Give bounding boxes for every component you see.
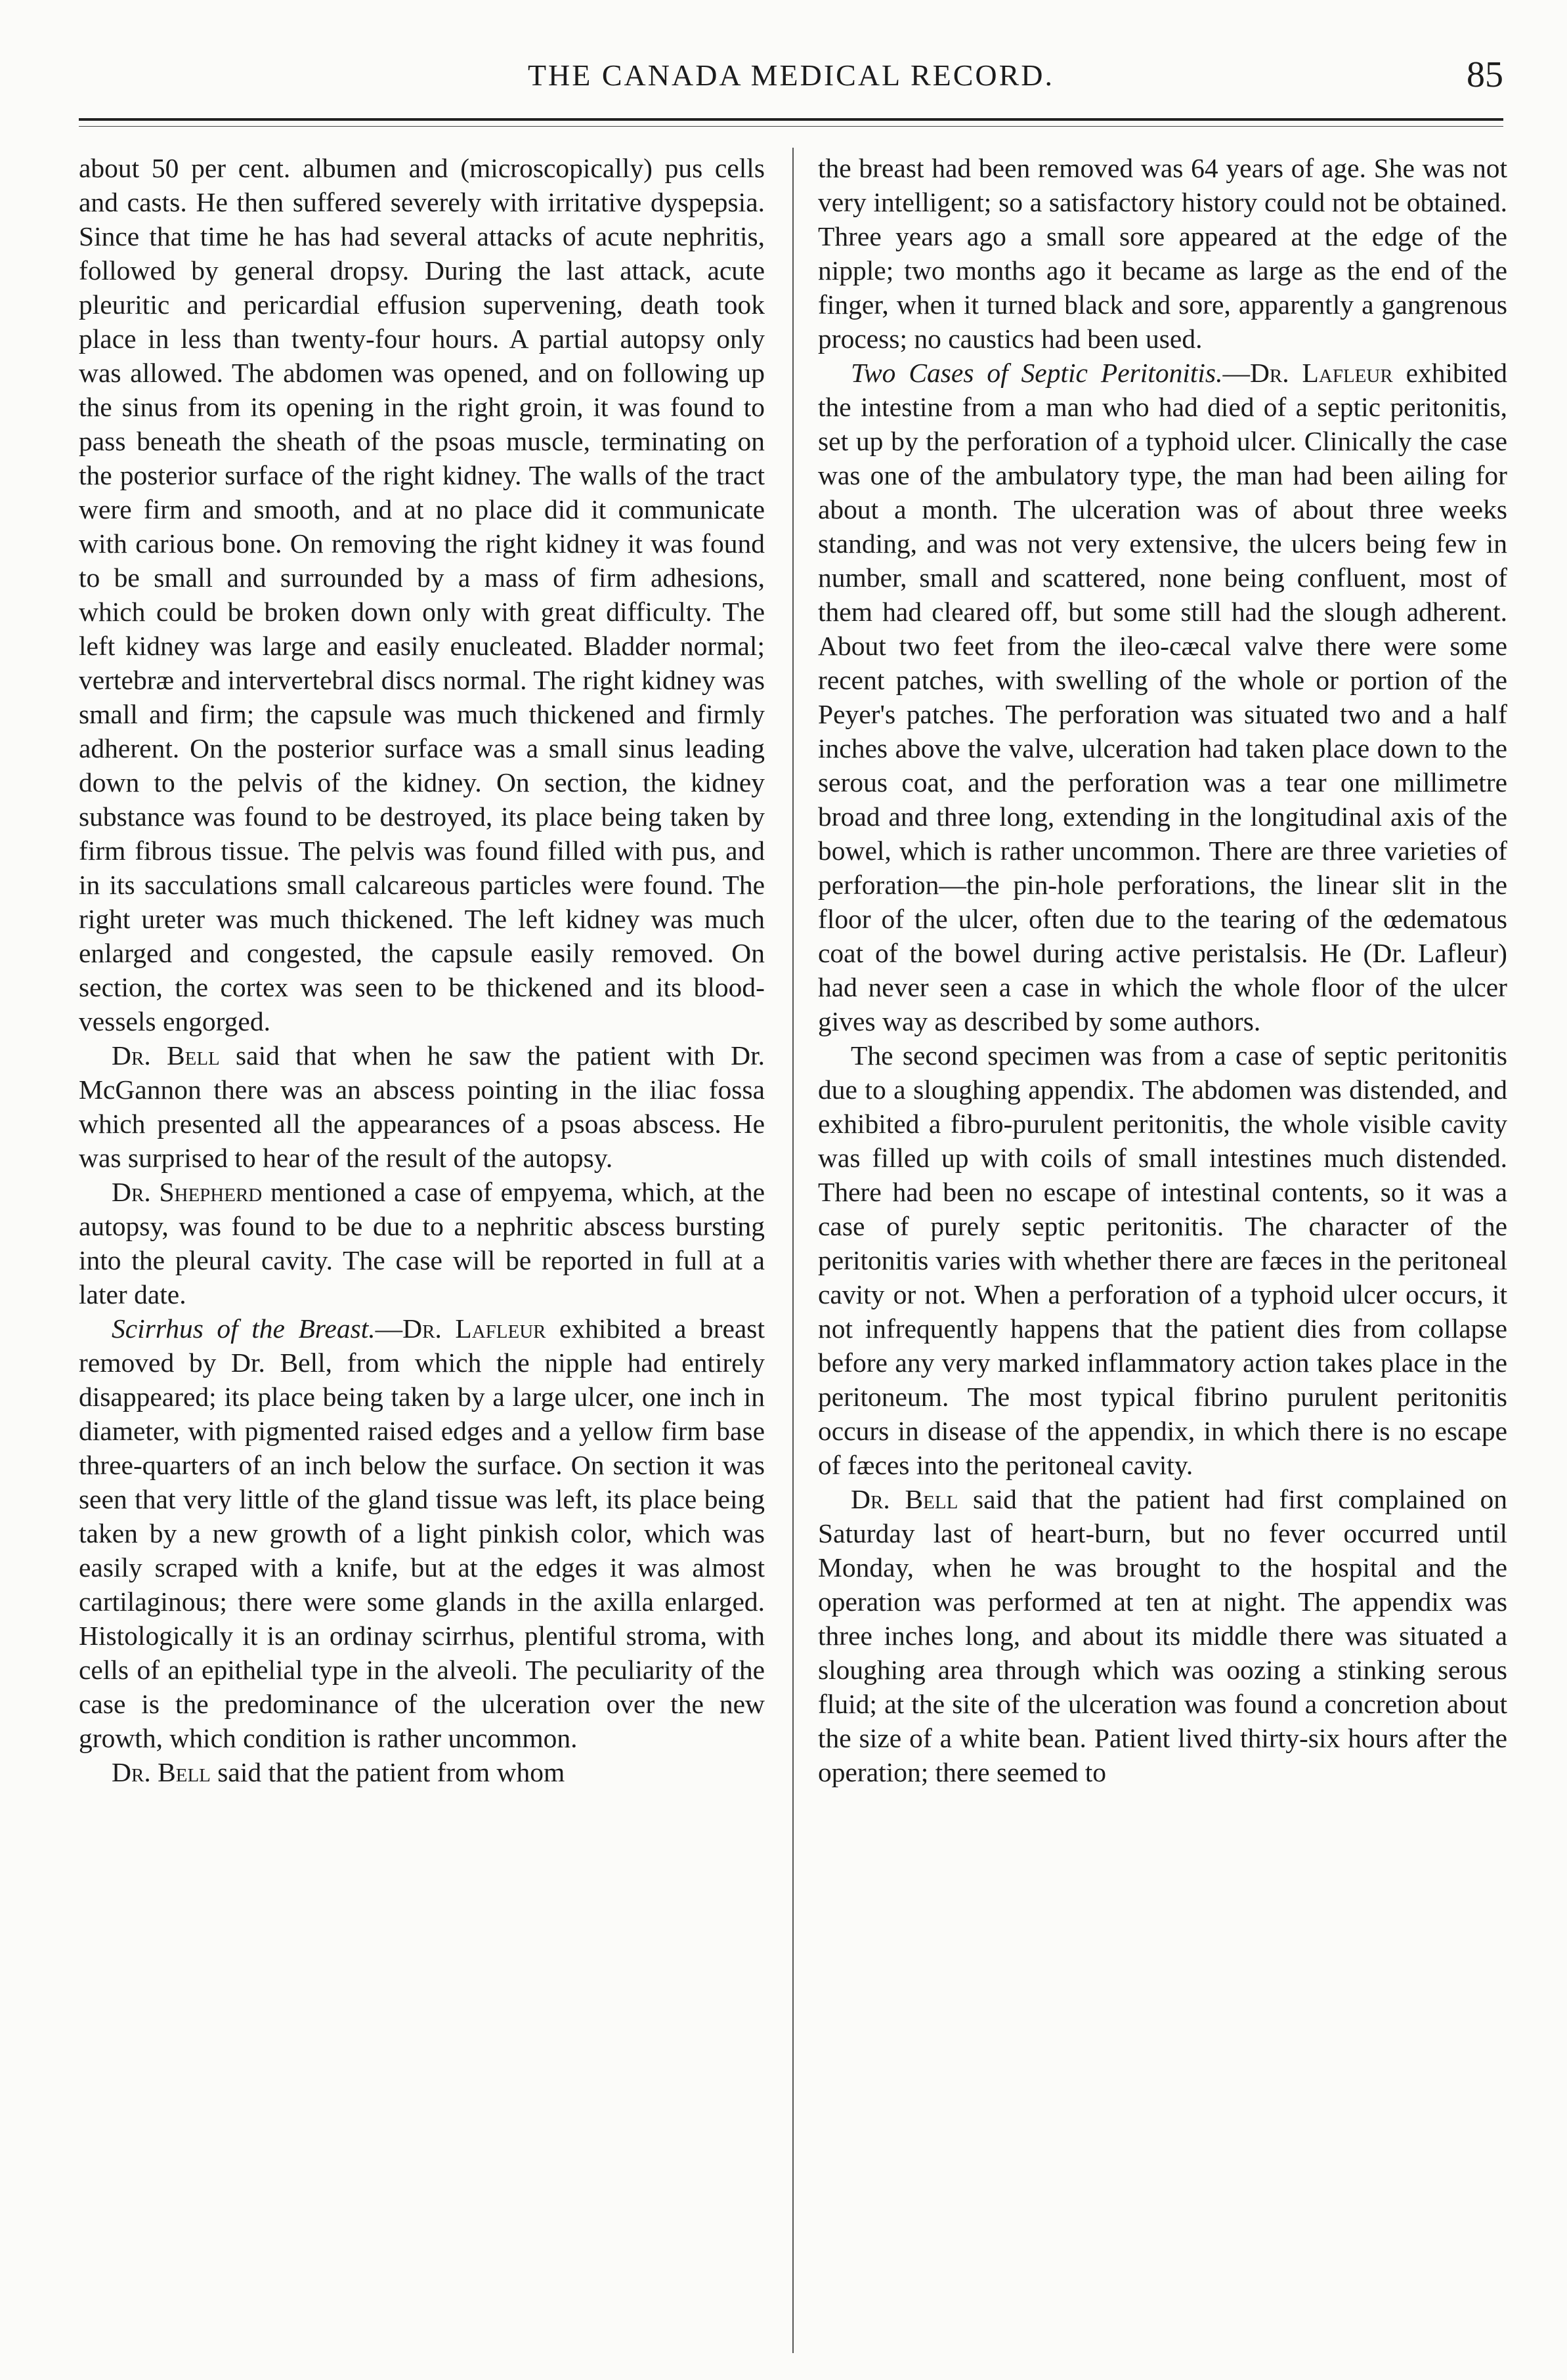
- paragraph: the breast had been removed was 64 years of age. She was not very intelligent; so a satisfactory history could not be obtained. Three years ago a small sore appeared at the edge of the nipple; two months ago it became as large as the end of the finger, when it turned black and sore, apparently a gangrenous process; no caustics had been used.: [818, 153, 1507, 354]
- running-title: THE CANADA MEDICAL RECORD.: [527, 58, 1055, 92]
- speaker-name: Dr. Bell: [851, 1484, 958, 1514]
- left-column: [79, 151, 765, 1789]
- paragraph-text: mentioned a case of empyema, which, at the autopsy, was found to be due to a nephritic abscess bursting into the pleural cavity. The case will be reported in full at a later date.: [79, 1177, 765, 1309]
- paragraph: [79, 1311, 765, 1755]
- speaker-name: Dr. Lafleur: [1249, 358, 1393, 388]
- speaker-name: Dr. Bell: [112, 1757, 211, 1787]
- paragraph: [818, 1482, 1507, 1789]
- dash: —: [1222, 358, 1250, 388]
- paragraph-text: said that when he saw the patient with Dr. McGannon there was an abscess pointing in the iliac fossa which presented all the appearances of a psoas abscess. He was surprised to hear of the result of the autopsy.: [79, 1040, 765, 1173]
- speaker-name: Dr. Lafleur: [402, 1313, 546, 1344]
- page-header: [79, 54, 1503, 110]
- page-number: 85: [1467, 54, 1503, 95]
- paragraph-text: said that the patient from whom: [210, 1757, 565, 1787]
- paragraph: [79, 1755, 765, 1789]
- dash: —: [375, 1313, 403, 1344]
- speaker-name: Dr. Bell: [112, 1040, 220, 1071]
- header-rule: [79, 118, 1503, 121]
- paragraph: The second specimen was from a case of septic peritonitis due to a sloughing appendix. The abdomen was distended, and exhibited a fibro-purulent peritonitis, the whole visible cavity was filled up with coils of small intestines much distended. There had been no escape of intestinal contents, so it was a case of purely septic peritonitis. The character of the peritonitis varies with whether there are fæces in the peritoneal cavity or not. When a perforation of a typhoid ulcer occurs, it not infrequently happens that the patient dies from collapse before any very marked inflammatory action takes place in the peritoneum. The most typical fibrino purulent peritonitis occurs in disease of the appendix, in which there is no escape of fæces into the peritoneal cavity.: [818, 1040, 1507, 1480]
- speaker-name: Dr. Shepherd: [112, 1177, 263, 1207]
- right-column: [818, 151, 1507, 1789]
- paragraph-text: exhibited a breast removed by Dr. Bell, from which the nipple had entirely disappeared; its place being taken by a large ulcer, one inch in diameter, with pigmented raised edges and a yellow firm base three-quarters of an inch below the surface. On section it was seen that very little of the gland tissue was left, its place being taken by a new growth of a light pinkish color, which was easily scraped with a knife, but at the edges it was almost cartilaginous; there were some glands in the axilla enlarged. Histologically it is an ordinay scirrhus, plentiful stroma, with cells of an epithelial type in the alveoli. The peculiarity of the case is the predominance of the ulceration over the new growth, which condition is rather uncommon.: [79, 1313, 765, 1753]
- header-rule-thin: [79, 126, 1503, 127]
- column-divider: [792, 148, 794, 2353]
- paragraph: [818, 356, 1507, 1038]
- paragraph-text: exhibited the intestine from a man who had died of a septic peritonitis, set up by the perforation of a typhoid ulcer. Clinically the case was one of the ambulatory type, the man had been ailing for about a month. The ulceration was of about three weeks standing, and was not very extensive, the ulcers being few in number, small and scattered, none being confluent, most of them had cleared off, but some still had the slough adherent. About two feet from the ileo-cæcal valve there were some recent patches, with swelling of the whole or portion of the Peyer's patches. The perforation was situated two and a half inches above the valve, ulceration had taken place down to the serous coat, and the perforation was a tear one millimetre broad and three long, extending in the longitudinal axis of the bowel, which is rather uncommon. There are three varieties of perforation—the pin-hole perforations, the linear slit in the floor of the ulcer, often due to the tearing of the œdematous coat of the bowel during active peristalsis. He (Dr. Lafleur) had never seen a case in which the whole floor of the ulcer gives way as described by some authors.: [818, 358, 1508, 1036]
- paragraph: [79, 1038, 765, 1175]
- paragraph: about 50 per cent. albumen and (microscopically) pus cells and casts. He then suffered severely with irritative dyspepsia. Since that time he has had several attacks of acute nephritis, followed by general dropsy. During the last attack, acute pleuritic and pericardial effusion supervening, death took place in less than twenty-four hours. A partial autopsy only was allowed. The abdomen was opened, and on following up the sinus from its opening in the right groin, it was found to pass beneath the sheath of the psoas muscle, terminating on the posterior surface of the right kidney. The walls of the tract were firm and smooth, and at no place did it communicate with carious bone. On removing the right kidney it was found to be small and surrounded by a mass of firm adhesions, which could be broken down only with great difficulty. The left kidney was large and easily enucleated. Bladder normal; vertebræ and intervertebral discs normal. The right kidney was small and firm; the capsule was much thickened and firmly adherent. On the posterior surface was a small sinus leading down to the pelvis of the kidney. On section, the kidney substance was found to be destroyed, its place being taken by firm fibrous tissue. The pelvis was found filled with pus, and in its sacculations small calcareous particles were found. The right ureter was much thickened. The left kidney was much enlarged and congested, the capsule easily removed. On section, the cortex was seen to be thickened and its blood-vessels engorged.: [79, 153, 765, 1036]
- paragraph: [79, 1175, 765, 1311]
- paragraph-text: said that the patient had first complained on Saturday last of heart-burn, but no fever occurred until Monday, when he was brought to the hospital and the operation was performed at ten at night. The appendix was three inches long, and about its middle there was situated a sloughing area through which was oozing a stinking serous fluid; at the site of the ulceration was found a concretion about the size of a white bean. Patient lived thirty-six hours after the operation; there seemed to: [818, 1484, 1507, 1787]
- section-title: Scirrhus of the Breast.: [112, 1313, 376, 1344]
- section-title: Two Cases of Septic Peritonitis.: [851, 358, 1223, 388]
